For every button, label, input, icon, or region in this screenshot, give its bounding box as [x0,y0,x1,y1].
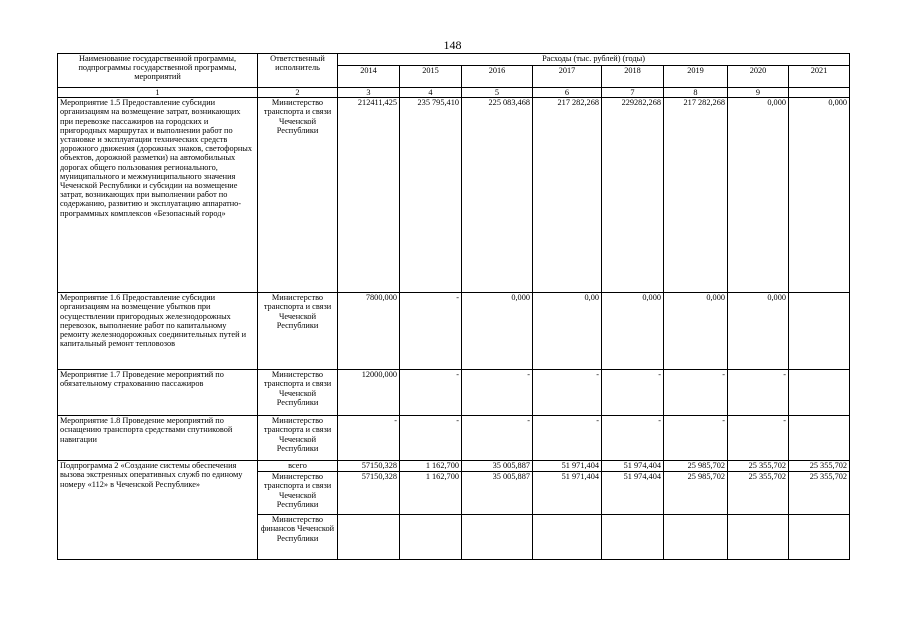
header-year: 2016 [462,66,533,88]
value-cell: - [338,416,400,461]
col-number: 5 [462,88,533,98]
header-name-col: Наименование государственной программы, подпрограммы государственной программы, мероприятий [58,54,258,88]
value-cell: 1 162,700 [400,461,462,472]
value-cell [602,515,664,560]
col-number: 9 [728,88,789,98]
value-cell [728,515,789,560]
value-cell: - [602,416,664,461]
value-cell [789,293,850,370]
value-cell: - [533,416,602,461]
executor: Министерство финансов Чеченской Республики [258,515,338,560]
value-cell: 35 005,887 [462,472,533,515]
header-year: 2021 [789,66,850,88]
measure-name: Мероприятие 1.7 Проведение мероприятий по обязательному страхованию пассажиров [58,370,258,416]
value-cell: - [400,416,462,461]
value-cell: - [400,370,462,416]
col-number: 7 [602,88,664,98]
executor: Министерство транспорта и связи Чеченской Республики [258,472,338,515]
col-number: 1 [58,88,258,98]
value-cell: 0,000 [664,293,728,370]
value-cell: 0,000 [462,293,533,370]
page-number: 148 [443,38,462,52]
budget-table [57,53,850,560]
header-expenses: Расходы (тыс. рублей) (годы) [338,54,850,66]
value-cell [789,515,850,560]
executor: Министерство транспорта и связи Чеченской Республики [258,98,338,293]
col-number: 2 [258,88,338,98]
table-row [58,293,850,370]
value-cell: 51 971,404 [533,461,602,472]
value-cell: 25 355,702 [789,461,850,472]
table-row [58,98,850,293]
value-cell: 0,000 [728,293,789,370]
measure-name: Мероприятие 1.6 Предоставление субсидии организациям на возмещение убытков при осуществлении пригородных железнодорожных перевозок, выполнение работ по капитальному ремонту железнодорожных соединительных путей и капитальный ремонт тепловозов [58,293,258,370]
value-cell: - [533,370,602,416]
column-number-row [58,88,850,98]
value-cell: 25 355,702 [789,472,850,515]
value-cell: 0,00 [533,293,602,370]
header-year: 2018 [602,66,664,88]
value-cell [400,515,462,560]
col-number: 3 [338,88,400,98]
value-cell: - [462,370,533,416]
value-cell [338,515,400,560]
col-number [789,88,850,98]
value-cell: 25 985,702 [664,461,728,472]
value-cell: 0,000 [789,98,850,293]
header-year: 2014 [338,66,400,88]
header-executor-col: Ответственный исполнитель [258,54,338,88]
value-cell: 57150,328 [338,461,400,472]
value-cell: 25 355,702 [728,472,789,515]
value-cell: 12000,000 [338,370,400,416]
header-year: 2015 [400,66,462,88]
value-cell: 1 162,700 [400,472,462,515]
value-cell: - [602,370,664,416]
value-cell: 217 282,268 [664,98,728,293]
value-cell: 51 974,404 [602,461,664,472]
header-year: 2017 [533,66,602,88]
header-year: 2020 [728,66,789,88]
value-cell: 51 971,404 [533,472,602,515]
value-cell [789,370,850,416]
measure-name: Мероприятие 1.8 Проведение мероприятий по оснащению транспорта средствами спутниковой навигации [58,416,258,461]
value-cell: 51 974,404 [602,472,664,515]
measure-name: Мероприятие 1.5 Предоставление субсидии организациям на возмещение затрат, возникающих при перевозке пассажиров на городских и пригородных маршрутах и выполнении работ по установке и эксплуатации технических средств дорожного движения (дорожных знаков, светофорных объектов, дорожной разметки) на автомобильных дорогах общего пользования регионального, муниципального и межмуниципального значения Чеченской Республики и субсидии на возмещение затрат, возникающих при выполнении работ по содержанию, развитию и эксплуатацию аппаратно-программных комплексов «Безопасный город» [58,98,258,293]
executor: всего [258,461,338,472]
table-row [58,416,850,461]
value-cell: - [664,370,728,416]
value-cell: 235 795,410 [400,98,462,293]
executor: Министерство транспорта и связи Чеченской Республики [258,416,338,461]
executor: Министерство транспорта и связи Чеченской Республики [258,293,338,370]
value-cell: - [728,416,789,461]
value-cell: 7800,000 [338,293,400,370]
value-cell: 25 985,702 [664,472,728,515]
value-cell: - [664,416,728,461]
value-cell: 225 083,468 [462,98,533,293]
col-number: 4 [400,88,462,98]
subprogram-name: Подпрограмма 2 «Создание системы обеспечения вызова экстренных оперативных служб по единому номеру «112» в Чеченской Республике» [58,461,258,560]
value-cell [533,515,602,560]
value-cell: - [728,370,789,416]
value-cell: 212411,425 [338,98,400,293]
col-number: 6 [533,88,602,98]
value-cell: 35 005,887 [462,461,533,472]
table-row [58,370,850,416]
value-cell: 229282,268 [602,98,664,293]
value-cell: 217 282,268 [533,98,602,293]
value-cell: 0,000 [602,293,664,370]
value-cell: - [400,293,462,370]
value-cell [462,515,533,560]
value-cell: 25 355,702 [728,461,789,472]
value-cell [664,515,728,560]
value-cell: - [462,416,533,461]
table-row [58,461,850,472]
col-number: 8 [664,88,728,98]
value-cell [789,416,850,461]
executor: Министерство транспорта и связи Чеченской Республики [258,370,338,416]
header-year: 2019 [664,66,728,88]
value-cell: 57150,328 [338,472,400,515]
value-cell: 0,000 [728,98,789,293]
